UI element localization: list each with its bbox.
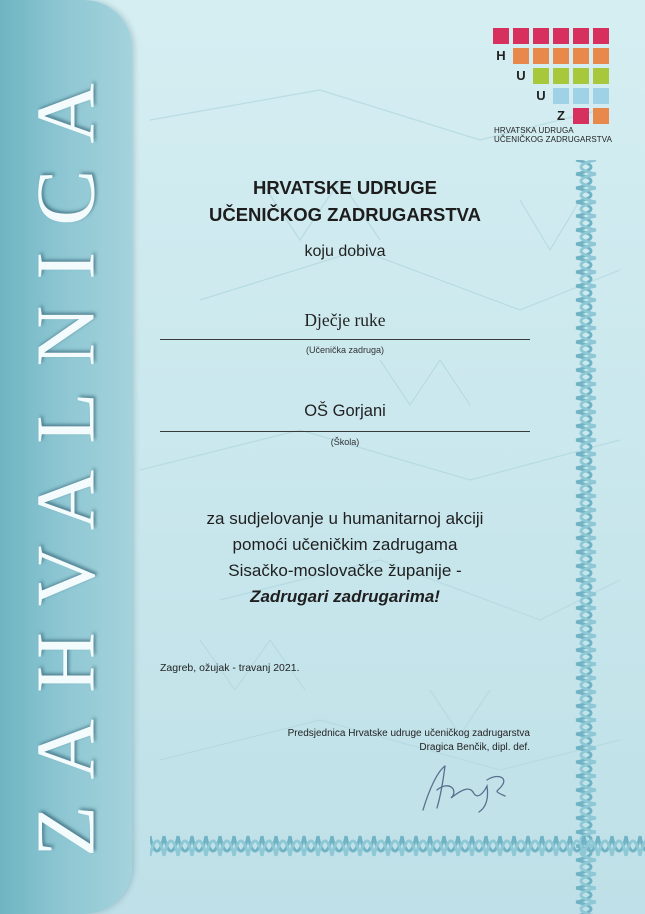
logo-letter-u2: U — [536, 88, 546, 103]
logo-letter-z: Z — [557, 108, 565, 123]
recipient-intro: koju dobiva — [304, 243, 386, 260]
purpose-line2: pomoći učeničkim zadrugama — [232, 535, 458, 554]
handwritten-signature — [415, 760, 515, 820]
signer-name: Dragica Benčik, dipl. def. — [419, 742, 530, 753]
school-name: OŠ Gorjani — [304, 402, 386, 420]
cooperative-name: Dječje ruke — [304, 310, 386, 330]
date-place: Zagreb, ožujak - travanj 2021. — [160, 662, 300, 674]
org-title-line1: HRVATSKE UDRUGE — [253, 177, 437, 198]
purpose-text — [150, 506, 540, 610]
logo-letter-h: H — [496, 48, 506, 63]
horizontal-rope-border — [150, 833, 645, 859]
logo-letter-u1: U — [516, 68, 526, 83]
side-band — [0, 0, 132, 914]
organization-title — [150, 174, 540, 228]
school-underline — [160, 431, 530, 432]
logo-text-line1: HRVATSKA UDRUGA — [494, 126, 574, 135]
purpose-line1: za sudjelovanje u humanitarnoj akciji — [206, 509, 484, 528]
school-caption: (Škola) — [330, 437, 360, 447]
org-title-line2: UČENIČKOG ZADRUGARSTVA — [208, 204, 482, 225]
cooperative-underline — [160, 339, 530, 340]
logo-text — [494, 126, 624, 144]
cooperative-caption: (Učenička zadruga) — [305, 345, 385, 355]
side-title: ZAHVALNICA — [19, 57, 113, 857]
logo-text-line2: UČENIČKOG ZADRUGARSTVA — [494, 135, 613, 144]
signer-title: Predsjednica Hrvatske udruge učeničkog zadrugarstva — [287, 728, 530, 739]
logo-grid — [493, 28, 611, 124]
purpose-campaign: Zadrugari zadrugarima! — [250, 587, 440, 606]
vertical-rope-border — [573, 160, 599, 914]
purpose-line3: Sisačko-moslovačke županije - — [228, 561, 462, 580]
huuz-logo — [493, 28, 613, 144]
signer-block — [288, 727, 530, 755]
